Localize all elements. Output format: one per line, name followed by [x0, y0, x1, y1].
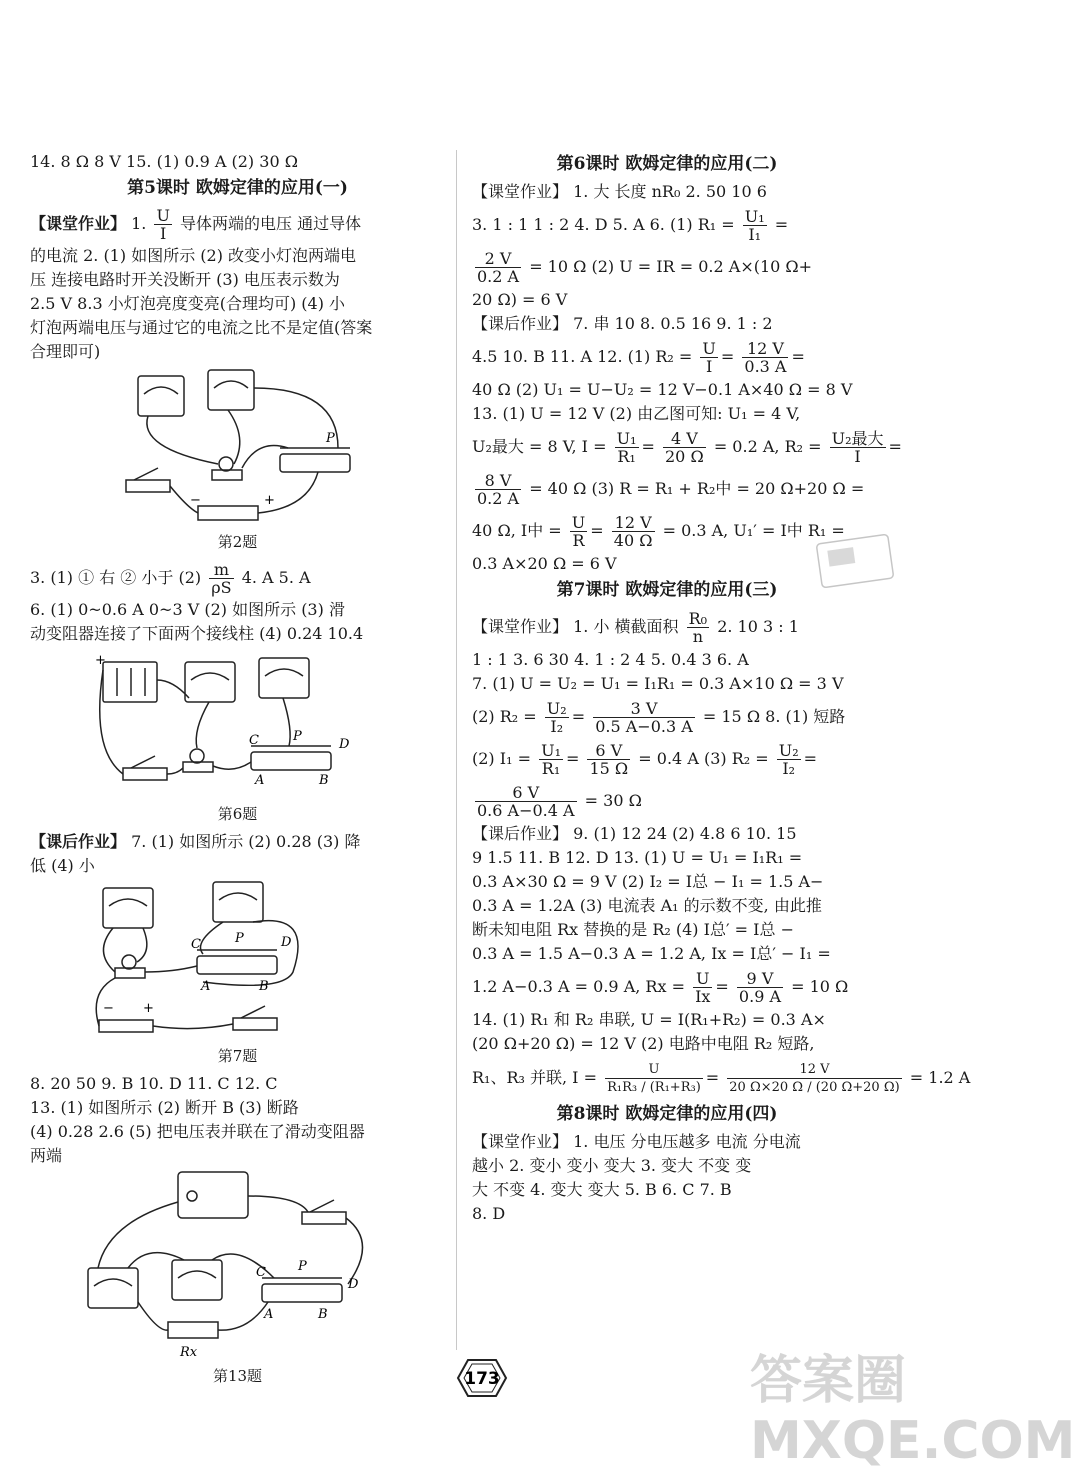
- svg-text:C: C: [190, 937, 201, 952]
- answer-line: 2.5 V 8.3 小灯泡亮度变亮(合理均可) (4) 小: [30, 294, 346, 313]
- fraction: $\frac{\text{U₂最大}}{I}$: [831, 429, 884, 466]
- fraction: $\frac{3 V}{0.5 A-0.3 A}$: [595, 699, 693, 736]
- answer-line: 【课后作业】 7. 串 10 8. 0.5 16 9. 1 : 2: [472, 314, 773, 333]
- page-number: 173: [464, 1369, 500, 1389]
- fraction: $\frac{\text{U₁}}{\text{R₁}}$: [541, 741, 561, 778]
- fraction: $\frac{12 V}{40 \Omega}$: [613, 513, 653, 550]
- answer-line: 压 连接电路时开关没断开 (3) 电压表示数为: [30, 270, 340, 289]
- answer-line: 【课堂作业】 1. $\frac{U}{I}$ 导体两端的电压 通过导体: [30, 206, 362, 243]
- svg-text:P: P: [234, 931, 244, 946]
- answer-line: (2) I₁ = $\frac{\text{U₁}}{\text{R₁}}$ = $\frac{6 V}{15 \Omega}$ = 0.4 A (3) R₂ = $\frac{\text{U₂}}{\text{I₂}}$ =: [472, 741, 818, 778]
- fraction: $\frac{\text{R₀}}{n}$: [688, 609, 708, 646]
- answer-line: 40 Ω (2) U₁ = U−U₂ = 12 V−0.1 A×40 Ω = 8 V: [472, 380, 853, 399]
- fraction: $\frac{6 V}{0.6 A-0.4 A}$: [477, 783, 575, 820]
- answer-line: 0.3 A×30 Ω = 9 V (2) I₂ = I总 − I₁ = 1.5 A−: [472, 872, 824, 891]
- answer-line: U₂最大 = 8 V, I = $\frac{\text{U₁}}{\text{R₁}}$ = $\frac{4 V}{20 \Omega}$ = 0.2 A, R₂ = $\frac{\text{U₂最大}}{I}$ =: [472, 429, 902, 466]
- fraction: $\frac{m}{\rho S}$: [211, 560, 232, 597]
- fraction: $\frac{4 V}{20 \Omega}$: [665, 429, 704, 466]
- svg-text:+: +: [263, 493, 275, 508]
- answer-line: 【课后作业】 7. (1) 如图所示 (2) 0.28 (3) 降: [30, 832, 361, 851]
- svg-text:−: −: [102, 1001, 114, 1016]
- fraction: $\frac{\text{U₁}}{\text{R₁}}$: [616, 429, 637, 466]
- answer-line: 两端: [30, 1146, 63, 1165]
- svg-text:A: A: [254, 773, 264, 788]
- svg-text:A: A: [200, 979, 210, 994]
- svg-text:A: A: [263, 1307, 273, 1322]
- section-tag: 【课后作业】: [30, 832, 127, 851]
- lesson-heading-7: 第7课时 欧姆定律的应用(三): [556, 580, 778, 600]
- answer-line: 9 1.5 11. B 12. D 13. (1) U = U₁ = I₁R₁ =: [472, 848, 803, 867]
- answer-line: $\frac{6 V}{0.6 A-0.4 A}$ = 30 Ω: [477, 783, 642, 820]
- answer-line: 3. (1) ① 右 ② 小于 (2) $\frac{m}{\rho S}$ 4. A 5. A: [30, 560, 311, 597]
- answer-line: 20 Ω) = 6 V: [472, 290, 568, 309]
- figure-caption: 第7题: [217, 1047, 258, 1065]
- answer-line: (20 Ω+20 Ω) = 12 V (2) 电路中电阻 R₂ 短路,: [472, 1034, 815, 1053]
- answer-line: 8. D: [472, 1204, 506, 1223]
- fraction: $\frac{U}{I}$: [156, 206, 170, 243]
- fraction: $\frac{\text{U₂}}{\text{I₂}}$: [778, 741, 799, 778]
- lesson-heading-5: 第5课时 欧姆定律的应用(一): [127, 178, 348, 198]
- fraction: $\frac{2 V}{0.2 A}$: [477, 249, 520, 286]
- figure-caption: 第2题: [217, 533, 258, 551]
- section-tag: 【课堂作业】: [30, 214, 127, 233]
- circuit-figure-7: [93, 882, 383, 1042]
- circuit-figure-2: [108, 368, 368, 528]
- circuit-figure-6: [93, 650, 383, 800]
- answer-line: 3. 1 : 1 1 : 2 4. D 5. A 6. (1) R₁ = $\frac{\text{U₁}}{\text{I₁}}$ =: [472, 207, 789, 244]
- fraction: $\frac{U}{R}$: [571, 513, 586, 550]
- right-column: [472, 150, 971, 1226]
- column-divider: [456, 150, 457, 1350]
- fraction: $\frac{9 V}{0.9 A}$: [738, 969, 782, 1006]
- fraction: $\frac{U}{I}$: [702, 339, 716, 376]
- svg-text:D: D: [347, 1277, 358, 1292]
- answer-line: 【课堂作业】 1. 大 长度 nR₀ 2. 50 10 6: [472, 182, 767, 201]
- answer-line: 0.3 A = 1.5 A−0.3 A = 1.2 A, Ix = I总′ − I₁ =: [472, 944, 831, 963]
- page-number-badge: [454, 1356, 510, 1400]
- answer-line: 14. 8 Ω 8 V 15. (1) 0.9 A (2) 30 Ω: [30, 152, 298, 171]
- fraction: $\frac{8 V}{0.2 A}$: [477, 471, 520, 508]
- answer-line: 0.3 A×20 Ω = 6 V: [472, 554, 617, 573]
- answer-line: 8. 20 50 9. B 10. D 11. C 12. C: [30, 1074, 278, 1093]
- svg-text:P: P: [325, 431, 335, 446]
- left-column: [30, 150, 445, 1392]
- answer-line: 40 Ω, I中 = $\frac{U}{R}$ = $\frac{12 V}{40 \Omega}$ = 0.3 A, U₁′ = I中 R₁ =: [472, 513, 845, 550]
- fraction: $\frac{12 V}{20 \Omega\times 20 \Omega / (20 \Omega+20 \Omega)}$: [729, 1062, 900, 1095]
- answer-line: 7. (1) U = U₂ = U₁ = I₁R₁ = 0.3 A×10 Ω = 3 V: [472, 674, 844, 693]
- watermark-logo: [750, 1351, 1075, 1471]
- fraction: $\frac{6 V}{15 \Omega}$: [589, 741, 629, 778]
- figure-caption: 第13题: [212, 1367, 263, 1385]
- answer-line: 6. (1) 0~0.6 A 0~3 V (2) 如图所示 (3) 滑: [30, 600, 345, 619]
- svg-text:B: B: [318, 773, 329, 788]
- answer-line: 1 : 1 3. 6 30 4. 1 : 2 4 5. 0.4 3 6. A: [472, 650, 749, 669]
- answer-line: 13. (1) U = 12 V (2) 由乙图可知: U₁ = 4 V,: [472, 404, 801, 423]
- fraction: $\frac{12 V}{0.3 A}$: [744, 339, 787, 376]
- svg-text:D: D: [280, 935, 291, 950]
- circuit-figure-13: [88, 1172, 388, 1362]
- svg-text:C: C: [255, 1265, 266, 1280]
- svg-text:−: −: [189, 493, 201, 508]
- resistor-label: Rx: [179, 1345, 197, 1360]
- answer-line: 1.2 A−0.3 A = 0.9 A, Rx = $\frac{U}{Ix}$ = $\frac{9 V}{0.9 A}$ = 10 Ω: [472, 969, 849, 1006]
- svg-text:P: P: [297, 1259, 307, 1274]
- answer-line: 14. (1) R₁ 和 R₂ 串联, U = I(R₁+R₂) = 0.3 A×: [472, 1010, 826, 1029]
- lesson-heading-8: 第8课时 欧姆定律的应用(四): [556, 1104, 778, 1124]
- answer-line: 0.3 A = 1.2A (3) 电流表 A₁ 的示数不变, 由此推: [472, 896, 822, 915]
- answer-line: 灯泡两端电压与通过它的电流之比不是定值(答案: [30, 318, 373, 337]
- svg-text:C: C: [248, 733, 259, 748]
- answer-line: 的电流 2. (1) 如图所示 (2) 改变小灯泡两端电: [30, 246, 357, 265]
- svg-text:+: +: [94, 653, 106, 668]
- svg-text:D: D: [338, 737, 349, 752]
- answer-line: $\frac{8 V}{0.2 A}$ = 40 Ω (3) R = R₁ + R₂中 = 20 Ω+20 Ω =: [477, 471, 865, 508]
- stamp-icon: [815, 533, 895, 589]
- lesson-heading-6: 第6课时 欧姆定律的应用(二): [556, 154, 778, 174]
- figure-caption: 第6题: [217, 805, 258, 823]
- answer-line: 13. (1) 如图所示 (2) 断开 B (3) 断路: [30, 1098, 299, 1117]
- svg-text:B: B: [317, 1307, 328, 1322]
- answer-line: 断未知电阻 Rx 替换的是 R₂ (4) I总′ = I总 −: [472, 920, 794, 939]
- answer-line: (2) R₂ = $\frac{\text{U₂}}{\text{I₂}}$ = $\frac{3 V}{0.5 A-0.3 A}$ = 15 Ω 8. (1) 短路: [472, 699, 846, 736]
- fraction: $\frac{U}{Ix}$: [695, 969, 711, 1006]
- answer-line: (4) 0.28 2.6 (5) 把电压表并联在了滑动变阻器: [30, 1122, 365, 1141]
- watermark-text: 答案圈 MXQE.COM: [750, 1351, 1075, 1471]
- fraction: $\frac{\text{U₁}}{\text{I₁}}$: [744, 207, 765, 244]
- svg-text:B: B: [258, 979, 269, 994]
- fraction: $\frac{U}{\text{R₁R₃ / (R₁+R₃)}}$: [607, 1062, 701, 1095]
- answer-line: 越小 2. 变小 变小 变大 3. 变大 不变 变: [472, 1156, 752, 1175]
- svg-text:P: P: [292, 729, 302, 744]
- fraction: $\frac{\text{U₂}}{\text{I₂}}$: [546, 699, 567, 736]
- answer-line: 【课堂作业】 1. 电压 分电压越多 电流 分电流: [472, 1132, 801, 1151]
- answer-line: 动变阻器连接了下面两个接线柱 (4) 0.24 10.4: [30, 624, 364, 643]
- svg-text:+: +: [142, 1001, 154, 1016]
- answer-line: 低 (4) 小: [30, 856, 95, 875]
- answer-line: R₁、R₃ 并联, I = $\frac{U}{\text{R₁R₃ / (R₁+R₃)}}$ = $\frac{12 V}{20 \Omega\times 20 \Omega / (20 \Omega+20 \Omega)}$ = 1.2 A: [472, 1062, 971, 1095]
- answer-line: 合理即可): [30, 342, 101, 361]
- answer-line: 【课堂作业】 1. 小 横截面积 $\frac{\text{R₀}}{n}$ 2. 10 3 : 1: [472, 609, 799, 646]
- answer-line: 【课后作业】 9. (1) 12 24 (2) 4.8 6 10. 15: [472, 824, 797, 843]
- answer-line: 大 不变 4. 变大 变大 5. B 6. C 7. B: [472, 1180, 732, 1199]
- answer-line: 4.5 10. B 11. A 12. (1) R₂ = $\frac{U}{I}$ = $\frac{12 V}{0.3 A}$ =: [472, 339, 805, 376]
- answer-line: $\frac{2 V}{0.2 A}$ = 10 Ω (2) U = IR = 0.2 A×(10 Ω+: [477, 249, 813, 286]
